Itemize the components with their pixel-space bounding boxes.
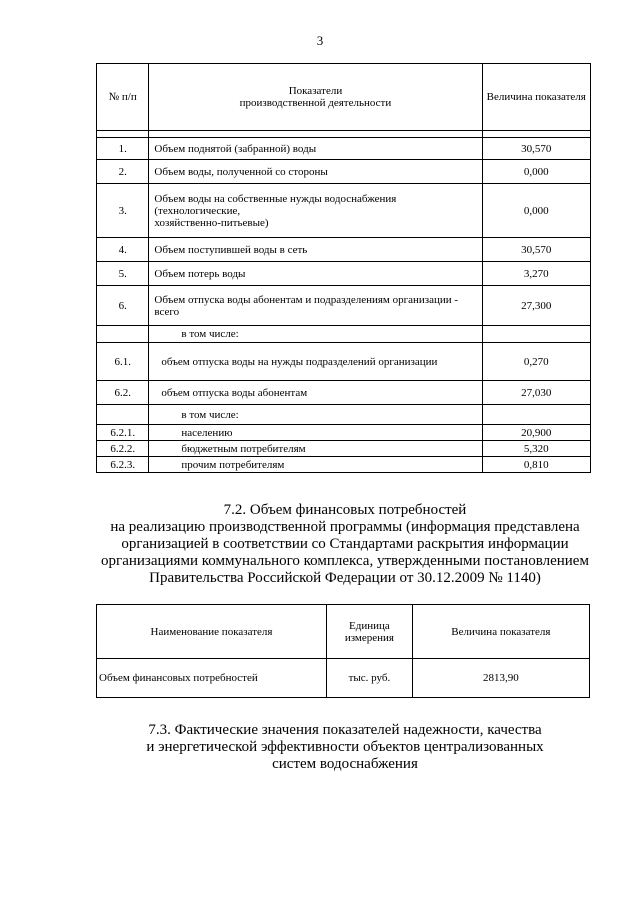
row-label: Объем отпуска воды абонентам и подразделениям организации - всего: [149, 286, 482, 326]
row-number: 6.1.: [97, 343, 149, 381]
table-row: [97, 405, 591, 425]
row-value: 0,810: [482, 457, 590, 473]
header-value: Величина показателя: [482, 64, 590, 131]
section-line: организацией в соответствии со Стандартами раскрытия информации: [121, 536, 569, 552]
header-indicator-name: Наименование показателя: [97, 605, 327, 659]
row-value: 5,320: [482, 441, 590, 457]
row-number: [97, 405, 149, 425]
table-row: [97, 425, 591, 441]
header-number: № п/п: [97, 64, 149, 131]
row-value: 27,030: [482, 381, 590, 405]
row-number: 6.2.3.: [97, 457, 149, 473]
table-header-row: [97, 64, 591, 131]
row-label: объем отпуска воды на нужды подразделений организации: [149, 343, 482, 381]
row-number: 6.: [97, 286, 149, 326]
header-unit: Единица измерения: [327, 605, 413, 659]
row-label: Объем воды на собственные нужды водоснабжения (технологические, хозяйственно-питьевые): [149, 184, 482, 238]
row-label: бюджетным потребителям: [149, 441, 482, 457]
table-row: [97, 343, 591, 381]
row-value: 20,900: [482, 425, 590, 441]
table-row: [97, 441, 591, 457]
row-label: Объем поступившей воды в сеть: [149, 238, 482, 262]
row-label: в том числе:: [149, 326, 482, 343]
production-indicators-table: [96, 63, 591, 473]
table-gap-row: [97, 131, 591, 138]
section-line: 7.2. Объем финансовых потребностей: [223, 502, 467, 518]
row-value: 0,270: [482, 343, 590, 381]
row-number: 6.2.1.: [97, 425, 149, 441]
row-value: [482, 326, 590, 343]
section-line: Правительства Российской Федерации от 30.12.2009 № 1140): [149, 570, 541, 586]
table-row: [97, 160, 591, 184]
row-label: населению: [149, 425, 482, 441]
row-number: 1.: [97, 138, 149, 160]
section-line: систем водоснабжения: [272, 756, 418, 772]
header-indicator: Показатели производственной деятельности: [149, 64, 482, 131]
row-label: Объем потерь воды: [149, 262, 482, 286]
row-name: Объем финансовых потребностей: [97, 659, 327, 698]
row-number: 6.2.2.: [97, 441, 149, 457]
section-line: и энергетической эффективности объектов централизованных: [146, 739, 544, 755]
section-7-3-heading: [90, 722, 600, 773]
header-value: Величина показателя: [412, 605, 589, 659]
table-header-row: [97, 605, 590, 659]
row-number: 3.: [97, 184, 149, 238]
section-7-2-heading: [90, 502, 600, 587]
section-line: организациями коммунального комплекса, утвержденными постановлением: [101, 553, 589, 569]
table-row: [97, 659, 590, 698]
row-value: 3,270: [482, 262, 590, 286]
row-value: 0,000: [482, 184, 590, 238]
section-line: на реализацию производственной программы (информация представлена: [110, 519, 580, 535]
row-value: 0,000: [482, 160, 590, 184]
row-label: прочим потребителям: [149, 457, 482, 473]
table-row: [97, 381, 591, 405]
row-number: 5.: [97, 262, 149, 286]
financial-needs-table: [96, 604, 590, 698]
row-label: в том числе:: [149, 405, 482, 425]
row-value: 2813,90: [412, 659, 589, 698]
row-value: 30,570: [482, 138, 590, 160]
row-number: 6.2.: [97, 381, 149, 405]
table-row: [97, 238, 591, 262]
table-row: [97, 138, 591, 160]
table-row: [97, 457, 591, 473]
table-row: [97, 326, 591, 343]
table-row: [97, 262, 591, 286]
row-label: Объем поднятой (забранной) воды: [149, 138, 482, 160]
table-row: [97, 286, 591, 326]
row-value: 30,570: [482, 238, 590, 262]
row-value: [482, 405, 590, 425]
row-value: 27,300: [482, 286, 590, 326]
table-row: [97, 184, 591, 238]
page-number: 3: [316, 33, 324, 48]
row-label: объем отпуска воды абонентам: [149, 381, 482, 405]
row-label: Объем воды, полученной со стороны: [149, 160, 482, 184]
row-number: [97, 326, 149, 343]
row-number: 2.: [97, 160, 149, 184]
row-unit: тыс. руб.: [327, 659, 413, 698]
row-number: 4.: [97, 238, 149, 262]
section-line: 7.3. Фактические значения показателей надежности, качества: [148, 722, 542, 738]
